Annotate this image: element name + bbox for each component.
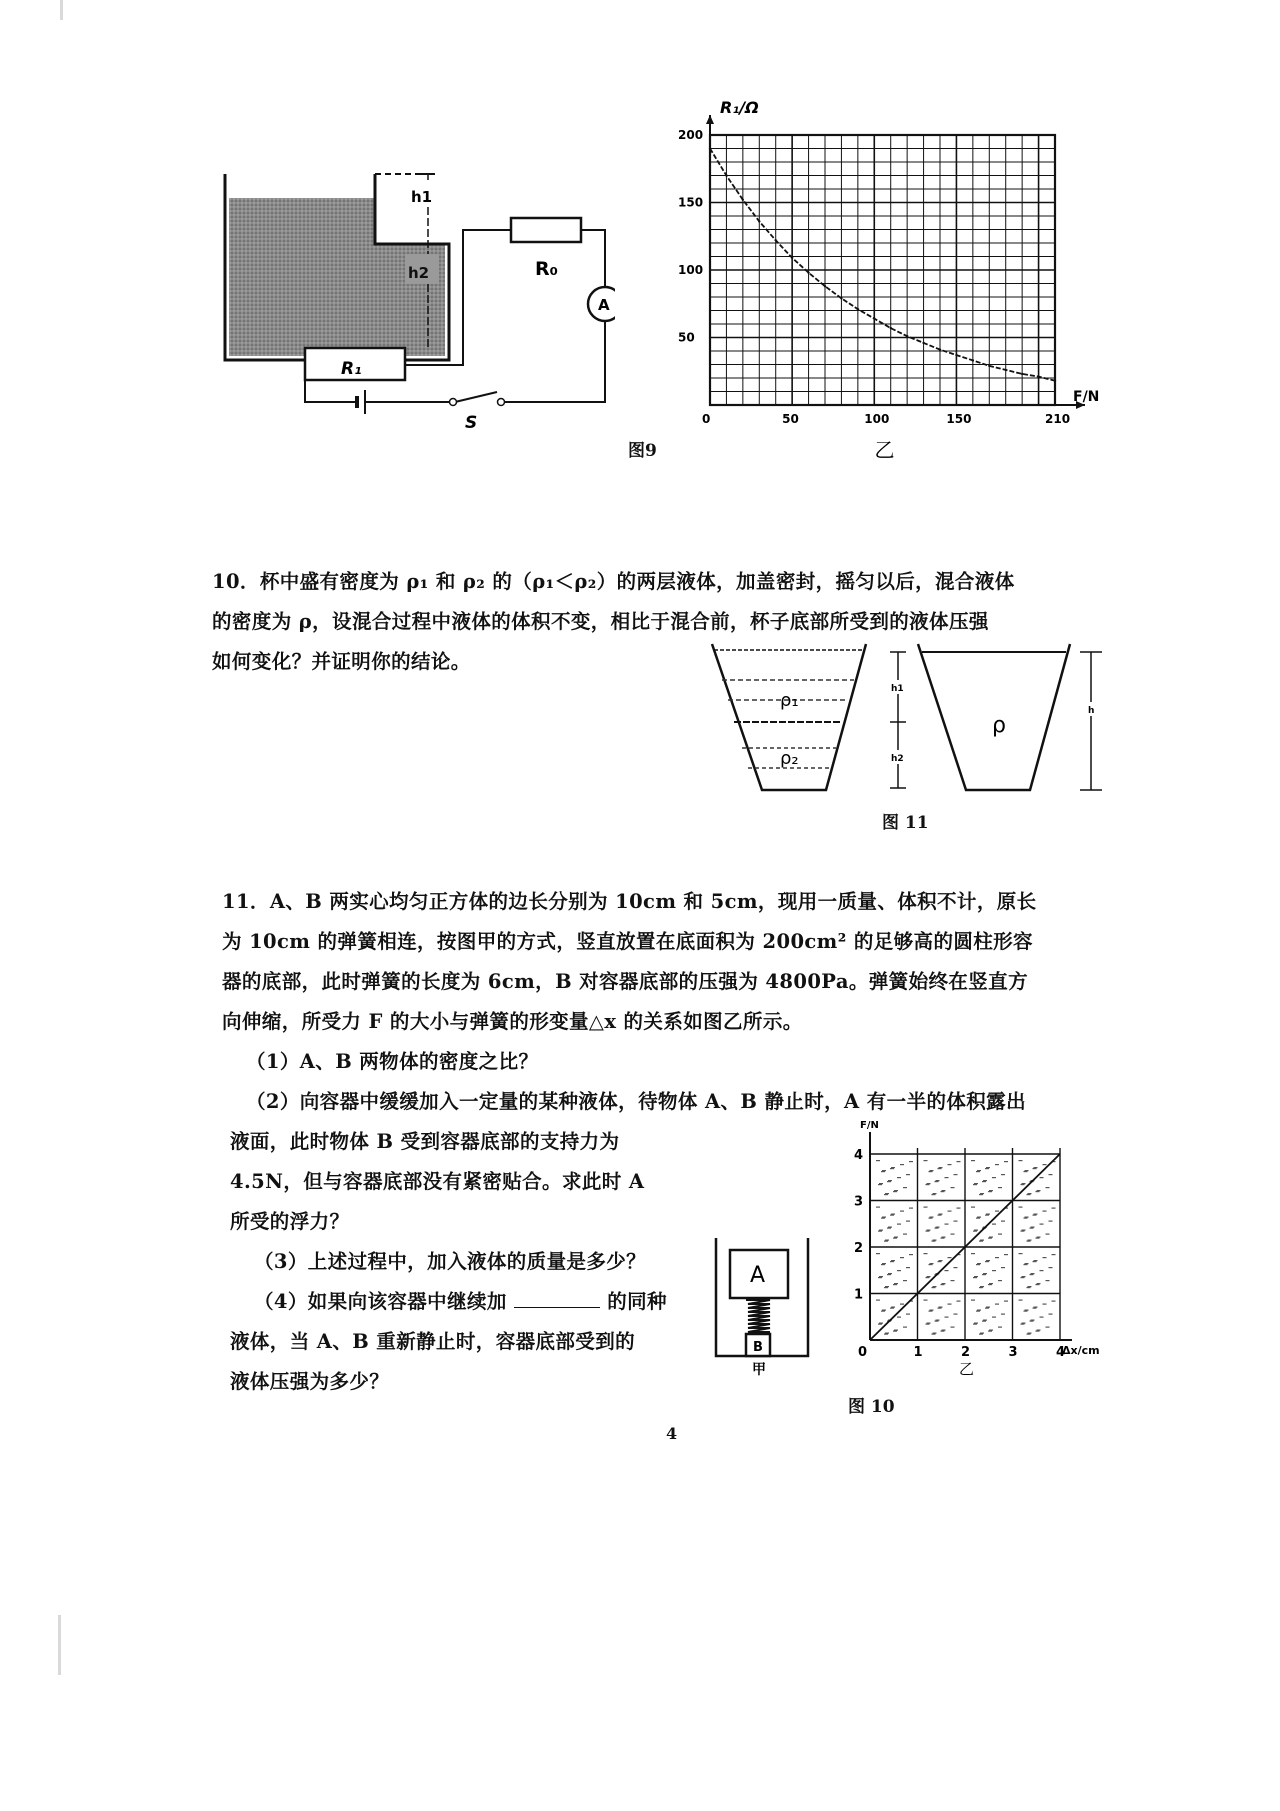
grid-texture <box>900 1211 904 1212</box>
grid-texture <box>1030 1228 1034 1229</box>
grid-texture <box>985 1261 989 1262</box>
grid-texture <box>1043 1257 1047 1258</box>
fig9-circuit <box>215 160 615 430</box>
grid-texture <box>1027 1194 1031 1195</box>
h1-cup-label: h1 <box>891 684 904 694</box>
grid-texture <box>1043 1211 1047 1212</box>
grid-texture <box>1027 1334 1031 1335</box>
grid-texture <box>992 1224 996 1225</box>
q11-line: 器的底部，此时弹簧的长度为 6cm，B 对容器底部的压强为 4800Pa。弹簧始终在竖直方 <box>222 970 1028 993</box>
grid-texture <box>951 1280 955 1281</box>
grid-texture <box>985 1168 989 1169</box>
grid-texture <box>1046 1327 1050 1328</box>
x-tick-label: 1 <box>913 1345 923 1360</box>
grid-texture <box>903 1234 907 1235</box>
fig11-caption: 图 11 <box>882 813 929 833</box>
grid-texture <box>906 1221 910 1222</box>
grid-texture <box>1036 1238 1040 1239</box>
grid-texture <box>906 1174 910 1175</box>
q10-line: 的密度为 ρ，设混合过程中液体的体积不变，相比于混合前，杯子底部所受到的液体压强 <box>212 610 989 633</box>
grid-texture <box>941 1238 945 1239</box>
grid-texture <box>973 1231 977 1232</box>
grid-texture <box>1030 1274 1034 1275</box>
grid-texture <box>1046 1280 1050 1281</box>
grid-texture <box>1049 1267 1053 1268</box>
fig10-container <box>708 1238 818 1378</box>
q4-suffix: 的同种 <box>607 1290 667 1313</box>
grid-texture <box>1021 1324 1025 1325</box>
grid-texture <box>929 1264 933 1265</box>
grid-texture <box>876 1253 880 1254</box>
grid-texture <box>988 1331 992 1332</box>
grid-texture <box>988 1238 992 1239</box>
data-point <box>1005 369 1007 371</box>
x-tick-label: 0 <box>858 1345 868 1360</box>
grid-texture <box>951 1327 955 1328</box>
grid-texture <box>1001 1221 1005 1222</box>
q4-prefix: （4）如果向该容器中继续加 <box>254 1290 507 1313</box>
fig9-resistance-chart <box>660 90 1120 460</box>
q11-subquestion-3: （3）上述过程中，加入液体的质量是多少？ <box>254 1250 647 1273</box>
series-line <box>710 149 1055 381</box>
grid-texture <box>903 1187 907 1188</box>
grid-texture <box>998 1280 1002 1281</box>
grid-texture <box>929 1218 933 1219</box>
r0-resistor <box>511 218 581 242</box>
grid-texture <box>979 1334 983 1335</box>
grid-texture <box>890 1261 894 1262</box>
grid-texture <box>1036 1331 1040 1332</box>
grid-texture <box>1024 1218 1028 1219</box>
h-cup-label: h <box>1088 706 1095 716</box>
data-point <box>955 354 957 356</box>
grid-texture <box>1049 1221 1053 1222</box>
y-tick-label: 50 <box>678 330 695 345</box>
rho2-label: ρ₂ <box>780 748 799 769</box>
grid-texture <box>995 1164 999 1165</box>
y-axis-label: F/N <box>860 1120 879 1131</box>
grid-texture <box>924 1160 928 1161</box>
x-tick-label: 100 <box>864 412 890 426</box>
grid-texture <box>998 1234 1002 1235</box>
grid-texture <box>1019 1207 1023 1208</box>
x-tick-label: 50 <box>782 412 799 426</box>
data-point <box>775 239 777 241</box>
grid-texture <box>948 1164 952 1165</box>
grid-texture <box>897 1177 901 1178</box>
grid-texture <box>893 1191 897 1192</box>
grid-texture <box>884 1241 888 1242</box>
q11-line: 液体，当 A、B 重新静止时，容器底部受到的 <box>230 1330 635 1353</box>
grid-texture <box>893 1331 897 1332</box>
grid-texture <box>976 1171 980 1172</box>
grid-texture <box>926 1184 930 1185</box>
grid-texture <box>1004 1254 1008 1255</box>
q10-line: 10．杯中盛有密度为 ρ₁ 和 ρ₂ 的（ρ₁＜ρ₂）的两层液体，加盖密封，摇匀以后，混合液体 <box>212 570 1015 593</box>
grid-texture <box>881 1311 885 1312</box>
q11-line: 液面，此时物体 B 受到容器底部的支持力为 <box>230 1130 620 1153</box>
grid-texture <box>982 1274 986 1275</box>
grid-texture <box>1040 1224 1044 1225</box>
grid-texture <box>1024 1171 1028 1172</box>
grid-texture <box>1033 1168 1037 1169</box>
grid-texture <box>941 1331 945 1332</box>
grid-texture <box>935 1228 939 1229</box>
grid-texture <box>1001 1267 1005 1268</box>
q11-line: 向伸缩，所受力 F 的大小与弹簧的形变量△x 的关系如图乙所示。 <box>222 1010 803 1033</box>
grid-texture <box>932 1287 936 1288</box>
data-point <box>939 348 941 350</box>
chart-subcaption: 乙 <box>874 438 895 460</box>
q11-line: 11．A、B 两实心均匀正方体的边长分别为 10cm 和 5cm，现用一质量、体积不计，原长 <box>222 890 1037 913</box>
grid-texture <box>906 1267 910 1268</box>
grid-texture <box>893 1238 897 1239</box>
grid-texture <box>897 1317 901 1318</box>
x-tick-label: 3 <box>1008 1345 1018 1360</box>
grid-texture <box>979 1287 983 1288</box>
fig11-cups <box>708 640 1108 800</box>
grid-texture <box>948 1257 952 1258</box>
grid-texture <box>988 1191 992 1192</box>
q11-subquestion-4 <box>230 1282 700 1322</box>
grid-texture <box>945 1270 949 1271</box>
data-point <box>791 257 793 259</box>
grid-texture <box>881 1264 885 1265</box>
y-tick-label: 200 <box>678 128 704 142</box>
grid-texture <box>876 1160 880 1161</box>
block-b-label: B <box>753 1340 763 1355</box>
grid-texture <box>985 1308 989 1309</box>
x-axis-label: Δx/cm <box>1062 1344 1100 1357</box>
grid-texture <box>1019 1300 1023 1301</box>
data-point <box>857 308 859 310</box>
grid-texture <box>1049 1174 1053 1175</box>
y-axis-arrow <box>706 115 714 124</box>
q11-text <box>222 882 1112 1122</box>
grid-texture <box>1040 1270 1044 1271</box>
data-point <box>1021 373 1023 375</box>
grid-texture <box>881 1218 885 1219</box>
r1-label: R₁ <box>341 359 362 379</box>
chart-subcaption: 乙 <box>959 1360 975 1378</box>
y-tick-label: 2 <box>854 1241 864 1256</box>
data-point <box>758 220 760 222</box>
rho1-label: ρ₁ <box>780 690 799 711</box>
grid-texture <box>887 1181 891 1182</box>
grid-texture <box>971 1300 975 1301</box>
grid-texture <box>876 1207 880 1208</box>
grid-texture <box>897 1224 901 1225</box>
grid-texture <box>998 1327 1002 1328</box>
x-tick-label: 150 <box>946 412 972 426</box>
y-tick-label: 1 <box>854 1287 864 1303</box>
grid-texture <box>909 1254 913 1255</box>
q11-subquestion-1: （1）A、B 两物体的密度之比？ <box>246 1050 539 1073</box>
grid-texture <box>979 1241 983 1242</box>
grid-texture <box>941 1284 945 1285</box>
y-tick-label: 150 <box>678 195 704 210</box>
data-point <box>873 317 875 319</box>
grid-texture <box>884 1287 888 1288</box>
q11-line: 4.5N，但与容器底部没有紧密贴合。求此时 A <box>230 1170 645 1193</box>
grid-texture <box>924 1300 928 1301</box>
grid-texture <box>906 1314 910 1315</box>
grid-texture <box>995 1257 999 1258</box>
grid-texture <box>951 1234 955 1235</box>
y-tick-label: 100 <box>678 263 704 277</box>
data-point <box>1054 380 1056 382</box>
grid-texture <box>1021 1231 1025 1232</box>
jia-label: 甲 <box>752 1362 766 1378</box>
grid-texture <box>945 1317 949 1318</box>
grid-texture <box>1030 1321 1034 1322</box>
grid-texture <box>924 1253 928 1254</box>
grid-texture <box>900 1164 904 1165</box>
q11-subquestion-2: （2）向容器中缓缓加入一定量的某种液体，待物体 A、B 静止时，A 有一半的体积露出 <box>246 1090 1026 1113</box>
answer-blank <box>514 1289 600 1308</box>
grid-texture <box>881 1171 885 1172</box>
data-point <box>840 297 842 299</box>
data-point <box>972 359 974 361</box>
scan-edge-mark-bottom <box>58 1615 61 1675</box>
grid-texture <box>938 1215 942 1216</box>
grid-texture <box>1043 1304 1047 1305</box>
q11-line: 液体压强为多少？ <box>230 1370 390 1393</box>
grid-texture <box>985 1215 989 1216</box>
grid-texture <box>971 1253 975 1254</box>
grid-texture <box>1046 1234 1050 1235</box>
grid-texture <box>954 1314 958 1315</box>
grid-texture <box>1004 1161 1008 1162</box>
grid-texture <box>951 1187 955 1188</box>
grid-texture <box>935 1321 939 1322</box>
grid-texture <box>1021 1277 1025 1278</box>
grid-texture <box>1043 1164 1047 1165</box>
grid-texture <box>1027 1287 1031 1288</box>
grid-texture <box>903 1327 907 1328</box>
q11-line: 为 10cm 的弹簧相连，按图甲的方式，竖直放置在底面积为 200cm² 的足够高的圆柱形容 <box>222 930 1033 953</box>
h2-label: h2 <box>408 264 430 282</box>
grid-texture <box>935 1181 939 1182</box>
scan-edge-mark-top <box>60 0 63 20</box>
q10-line: 如何变化？并证明你的结论。 <box>212 650 471 673</box>
grid-texture <box>973 1324 977 1325</box>
h2-cup-label: h2 <box>891 754 904 764</box>
data-point <box>807 272 809 274</box>
q11-subtext <box>230 1122 700 1402</box>
grid-texture <box>995 1304 999 1305</box>
grid-texture <box>932 1334 936 1335</box>
grid-texture <box>954 1267 958 1268</box>
data-point <box>906 335 908 337</box>
y-axis-label: R₁/Ω <box>720 98 759 117</box>
grid-texture <box>1049 1314 1053 1315</box>
x-tick-label: 2 <box>961 1345 971 1360</box>
grid-texture <box>1040 1177 1044 1178</box>
grid-texture <box>887 1274 891 1275</box>
grid-texture <box>926 1277 930 1278</box>
h1-label: h1 <box>411 188 433 206</box>
grid-texture <box>1052 1254 1056 1255</box>
grid-texture <box>971 1160 975 1161</box>
grid-texture <box>893 1284 897 1285</box>
grid-texture <box>1040 1317 1044 1318</box>
grid-texture <box>976 1311 980 1312</box>
grid-texture <box>884 1194 888 1195</box>
data-point <box>709 147 711 149</box>
grid-texture <box>1024 1264 1028 1265</box>
grid-texture <box>954 1174 958 1175</box>
grid-texture <box>878 1277 882 1278</box>
grid-texture <box>938 1261 942 1262</box>
grid-texture <box>897 1270 901 1271</box>
grid-texture <box>926 1324 930 1325</box>
grid-texture <box>903 1280 907 1281</box>
grid-texture <box>926 1231 930 1232</box>
grid-texture <box>932 1241 936 1242</box>
y-tick-label: 3 <box>854 1194 864 1210</box>
grid-texture <box>1033 1308 1037 1309</box>
rho-label: ρ <box>992 713 1006 738</box>
data-point <box>742 199 744 201</box>
grid-texture <box>948 1211 952 1212</box>
grid-texture <box>973 1184 977 1185</box>
grid-texture <box>992 1177 996 1178</box>
grid-texture <box>876 1300 880 1301</box>
grid-texture <box>909 1208 913 1209</box>
data-point <box>922 342 924 344</box>
x-axis-label: F/N <box>1073 389 1100 405</box>
q11-line: 所受的浮力？ <box>230 1210 350 1233</box>
grid-texture <box>878 1324 882 1325</box>
grid-texture <box>929 1171 933 1172</box>
fig9-caption: 图9 <box>628 441 657 461</box>
grid-texture <box>890 1308 894 1309</box>
fig10-caption: 图 10 <box>848 1397 895 1417</box>
grid-texture <box>1024 1311 1028 1312</box>
y-tick-label: 4 <box>854 1148 864 1163</box>
grid-texture <box>900 1257 904 1258</box>
grid-texture <box>890 1168 894 1169</box>
grid-texture <box>938 1308 942 1309</box>
grid-texture <box>1027 1241 1031 1242</box>
grid-texture <box>992 1317 996 1318</box>
grid-texture <box>878 1184 882 1185</box>
grid-texture <box>973 1277 977 1278</box>
x-tick-label: 4 <box>1056 1345 1066 1360</box>
grid-texture <box>884 1334 888 1335</box>
grid-texture <box>945 1177 949 1178</box>
grid-texture <box>1004 1301 1008 1302</box>
grid-texture <box>1033 1215 1037 1216</box>
grid-texture <box>1036 1191 1040 1192</box>
data-point <box>890 327 892 329</box>
grid-texture <box>945 1224 949 1225</box>
grid-texture <box>909 1161 913 1162</box>
grid-texture <box>1001 1174 1005 1175</box>
grid-texture <box>992 1270 996 1271</box>
r0-label: R₀ <box>535 258 558 280</box>
grid-texture <box>976 1264 980 1265</box>
data-point <box>988 365 990 367</box>
grid-texture <box>929 1311 933 1312</box>
data-point <box>1037 375 1039 377</box>
switch-label: S <box>465 413 478 430</box>
grid-texture <box>932 1194 936 1195</box>
grid-texture <box>1046 1187 1050 1188</box>
grid-texture <box>948 1304 952 1305</box>
grid-texture <box>938 1168 942 1169</box>
grid-texture <box>1019 1160 1023 1161</box>
grid-texture <box>976 1218 980 1219</box>
grid-texture <box>998 1187 1002 1188</box>
data-point <box>725 174 727 176</box>
grid-texture <box>1036 1284 1040 1285</box>
grid-texture <box>1021 1184 1025 1185</box>
grid-texture <box>1052 1301 1056 1302</box>
grid-texture <box>1052 1208 1056 1209</box>
switch-icon <box>455 392 497 402</box>
grid-texture <box>957 1301 961 1302</box>
grid-texture <box>957 1208 961 1209</box>
x-tick-label: 210 <box>1045 412 1071 426</box>
grid-texture <box>878 1231 882 1232</box>
spring-icon <box>746 1300 770 1332</box>
grid-texture <box>941 1191 945 1192</box>
grid-texture <box>887 1228 891 1229</box>
page-number: 4 <box>666 1424 678 1443</box>
grid-texture <box>982 1321 986 1322</box>
grid-texture <box>971 1207 975 1208</box>
grid-texture <box>890 1215 894 1216</box>
grid-texture <box>1001 1314 1005 1315</box>
grid-texture <box>924 1207 928 1208</box>
x-tick-label: 0 <box>702 412 711 426</box>
grid-texture <box>957 1161 961 1162</box>
grid-texture <box>995 1211 999 1212</box>
ammeter-label: A <box>598 296 610 314</box>
block-a-label: A <box>750 1263 766 1288</box>
grid-texture <box>979 1194 983 1195</box>
grid-texture <box>982 1181 986 1182</box>
data-point <box>824 285 826 287</box>
grid-texture <box>1019 1253 1023 1254</box>
grid-texture <box>954 1221 958 1222</box>
grid-texture <box>988 1284 992 1285</box>
grid-texture <box>1033 1261 1037 1262</box>
grid-texture <box>900 1304 904 1305</box>
fig10-spring-chart <box>840 1118 1120 1388</box>
